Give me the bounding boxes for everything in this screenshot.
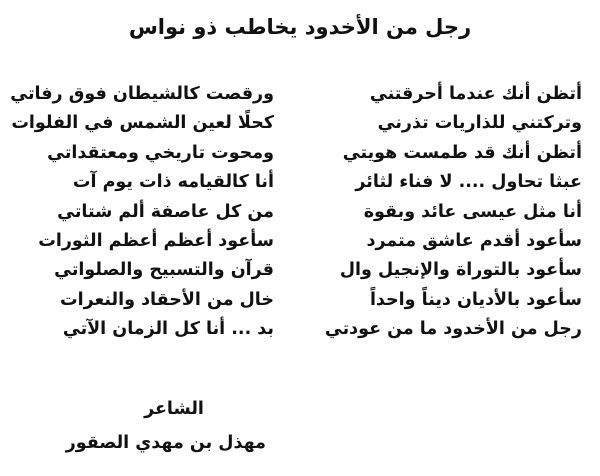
poet-name: مهذل بن مهدي الصقور — [65, 433, 266, 453]
verse-line: وتركتني للذاريات تذرني — [377, 113, 582, 134]
verse-line: سأعود أقدم عاشق متمرد — [366, 230, 582, 251]
verse-line: ورقصت كالشيطان فوق رفاتي — [10, 84, 274, 104]
verse-line: قرآن والتسبيح والصلواتي — [54, 260, 274, 281]
verse-line: أنا مثل عيسى عائد وبقوة — [363, 201, 582, 222]
verse-line: أتظن أنك عندما أحرقتني — [369, 84, 582, 104]
poet-label: الشاعر — [144, 399, 204, 419]
poem-title: رجل من الأخدود يخاطب ذو نواس — [128, 15, 472, 39]
verse-line: من كل عاصفة ألم شتاتي — [57, 201, 274, 222]
verse-line: بد ... أنا كل الزمان الآتي — [62, 319, 274, 340]
verse-line: كحلًا لعين الشمس في الفلوات — [11, 113, 274, 134]
verse-line: ومحوت تاريخي ومعتقداتي — [47, 142, 274, 163]
verse-line: أنا كالقيامه ذات يوم آت — [72, 172, 274, 193]
poem-left-column — [4, 80, 274, 345]
verse-line: خال من الأحقاد والنعرات — [60, 289, 274, 310]
verse-line: سأعود بالتوراة والإنجيل وال — [339, 260, 582, 281]
verse-line: رجل من الأخدود ما من عودتي — [324, 319, 582, 340]
verse-line: سأعود بالأديان ديناً واحداً — [369, 289, 582, 310]
verse-line: سأعود أعظم أعظم الثورات — [38, 230, 274, 251]
poem-right-column — [312, 80, 582, 345]
verse-line: عبثا تحاول .... لا فناء لثائر — [355, 172, 582, 193]
verse-line: أتظن أنك قد طمست هويتي — [342, 142, 582, 163]
